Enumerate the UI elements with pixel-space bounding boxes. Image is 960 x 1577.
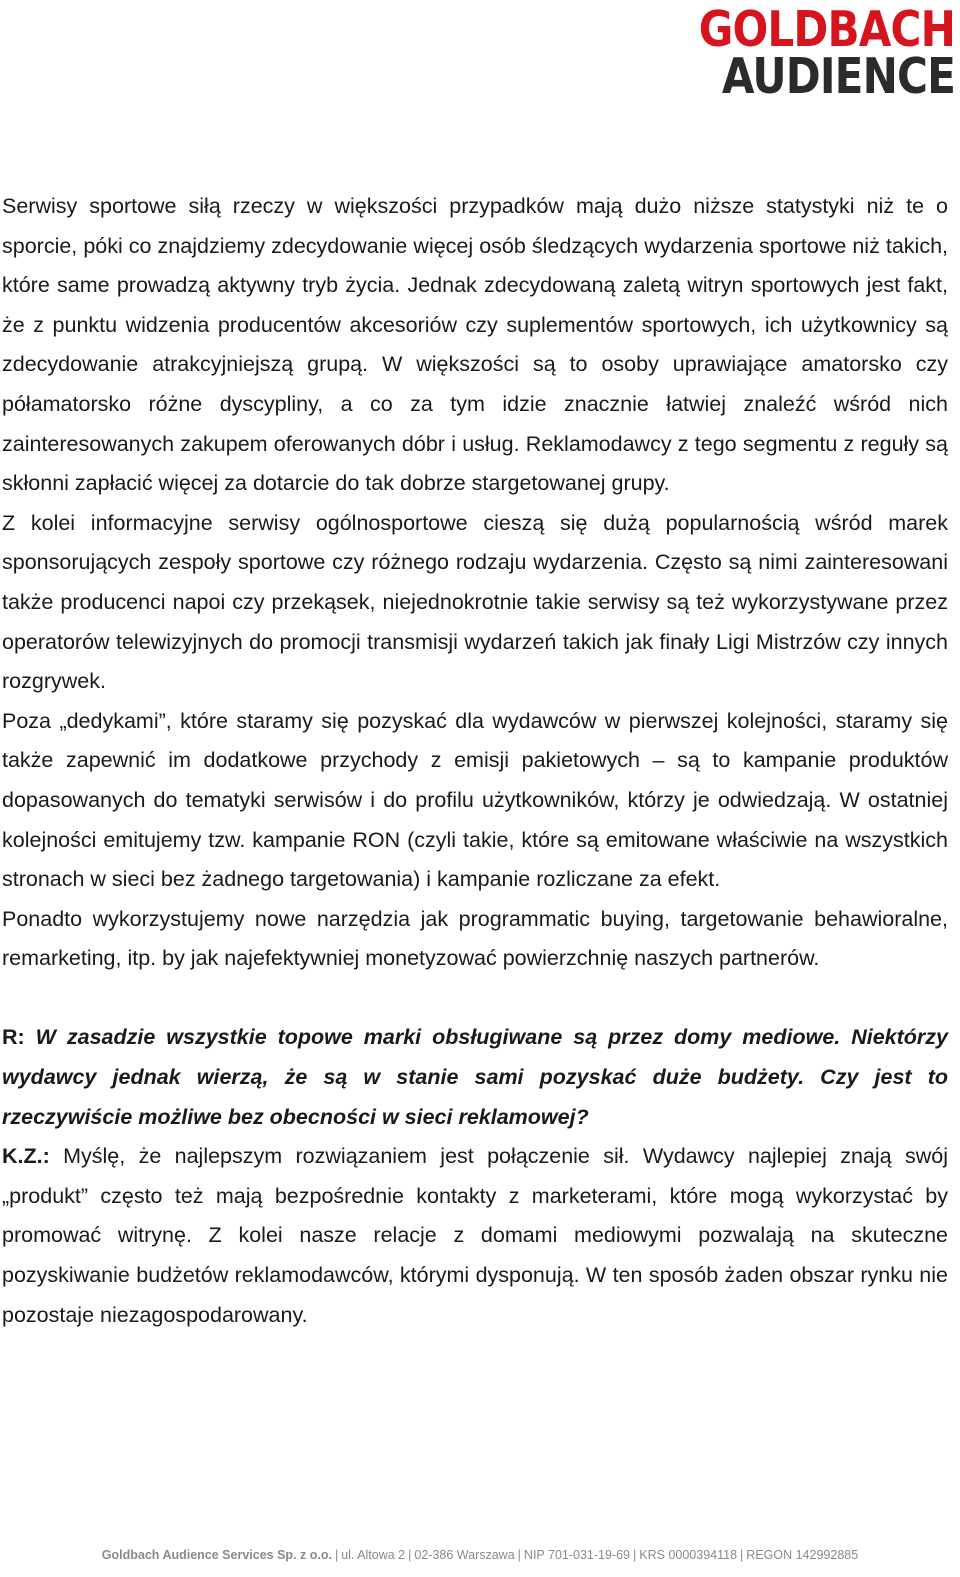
paragraph-gap	[2, 979, 948, 1019]
footer-nip: NIP 701-031-19-69	[523, 1548, 631, 1562]
interview-question	[2, 1018, 948, 1137]
interview-answer	[2, 1137, 948, 1335]
logo-line-audience: AUDIENCE	[721, 48, 955, 105]
paragraph-4: Ponadto wykorzystujemy nowe narzędzia jak programmatic buying, targetowanie behawioralne, remarketing, itp. by jak najefektywniej monetyzować powierzchnię naszych partnerów.	[2, 906, 948, 971]
footer-company: Goldbach Audience Services Sp. z o.o.	[101, 1548, 332, 1562]
document-body	[2, 187, 948, 1335]
footer-city: 02-386 Warszawa	[414, 1548, 515, 1562]
footer-address: ul. Altowa 2	[341, 1548, 406, 1562]
logo-line-goldbach: GOLDBACH	[698, 1, 955, 58]
footer-regon: REGON 142992885	[746, 1548, 859, 1562]
answer-label: K.Z.:	[2, 1144, 50, 1169]
goldbach-audience-logo	[657, 1, 955, 105]
answer-text: Myślę, że najlepszym rozwiązaniem jest połączenie sił. Wydawcy najlepiej znają swój „produkt” często też mają bezpośrednie kontakty z marketerami, które mogą wykorzystać by promować witrynę. Z kolei nasze relacje z domami mediowymi pozwalają na skuteczne pozyskiwanie budżetów reklamodawców, którymi dysponują. W ten sposób żaden obszar rynku nie pozostaje niezagospodarowany.	[2, 1144, 948, 1327]
paragraph-2: Z kolei informacyjne serwisy ogólnosportowe cieszą się dużą popularnością wśród marek sponsorujących zespoły sportowe czy różnego rodzaju wydarzenia. Często są nimi zainteresowani także producenci napoi czy przekąsek, niejednokrotnie takie serwisy są też wykorzystywane przez operatorów telewizyjnych do promocji transmisji wydarzeń takich jak finały Ligi Mistrzów czy innych rozgrywek.	[2, 510, 948, 694]
footer-krs: KRS 0000394118	[639, 1548, 738, 1562]
paragraph-1: Serwisy sportowe siłą rzeczy w większości przypadków mają dużo niższe statystyki niż te o sporcie, póki co znajdziemy zdecydowanie więcej osób śledzących wydarzenia sportowe niż takich, które same prowadzą aktywny tryb życia. Jednak zdecydowaną zaletą witryn sportowych jest fakt, że z punktu widzenia producentów akcesoriów czy suplementów sportowych, ich użytkownicy są zdecydowanie atrakcyjniejszą grupą. W większości są to osoby uprawiające amatorsko czy półamatorsko różne dyscypliny, a co za tym idzie znacznie łatwiej znaleźć wśród nich zainteresowanych zakupem oferowanych dóbr i usług. Reklamodawcy z tego segmentu z reguły są skłonni zapłacić więcej za dotarcie do tak dobrze stargetowanej grupy.	[2, 194, 948, 496]
paragraph-3: Poza „dedykami”, które staramy się pozyskać dla wydawców w pierwszej kolejności, staramy się także zapewnić im dodatkowe przychody z emisji pakietowych – są to kampanie produktów dopasowanych do tematyki serwisów i do profilu użytkowników, którzy je odwiedzają. W ostatniej kolejności emitujemy tzw. kampanie RON (czyli takie, które są emitowane właściwie na wszystkich stronach w sieci bez żadnego targetowania) i kampanie rozliczane za efekt.	[2, 708, 948, 892]
page-footer: Goldbach Audience Services Sp. z o.o. | ul. Altowa 2 | 02-386 Warszawa | NIP 701-031-19-69 | KRS 0000394118 | REGON 142992885	[101, 1548, 859, 1562]
question-text: W zasadzie wszystkie topowe marki obsługiwane są przez domy mediowe. Niektórzy wydawcy jednak wierzą, że są w stanie sami pozyskać duże budżety. Czy jest to rzeczywiście możliwe bez obecności w sieci reklamowej?	[2, 1025, 948, 1129]
question-label: R:	[2, 1025, 25, 1050]
